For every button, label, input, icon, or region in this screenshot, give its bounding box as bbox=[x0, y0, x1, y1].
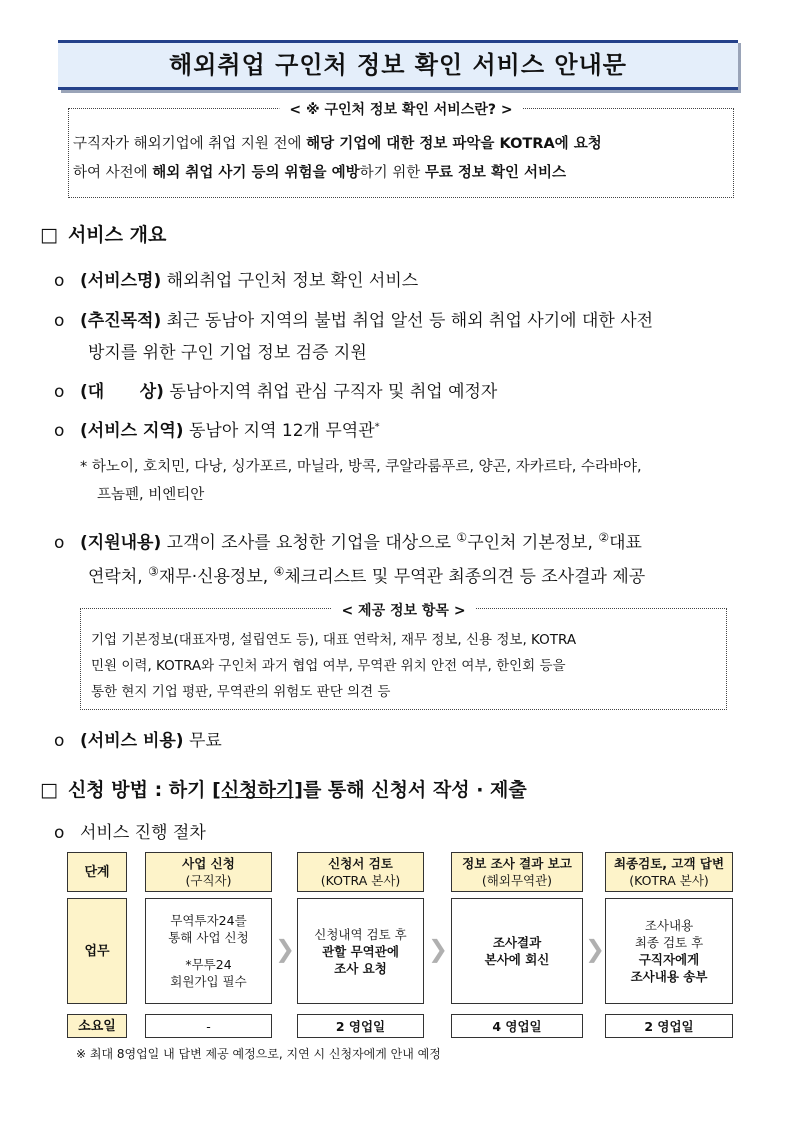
row-label-stage-text: 단계 bbox=[84, 864, 110, 880]
target-value: 동남아지역 취업 관심 구직자 및 취업 예정자 bbox=[169, 382, 498, 402]
region-note-line-1: * 하노이, 호치민, 다낭, 싱가포르, 마닐라, 방콕, 쿠알라룸푸르, 양곤, 자카르타, 수라바야, bbox=[80, 459, 642, 475]
intro-line-2-bold-b: 무료 정보 확인 서비스 bbox=[424, 165, 567, 181]
step-2-header bbox=[297, 852, 424, 892]
step-3-days-text: 4 영업일 bbox=[492, 1018, 542, 1034]
bullet-procedure bbox=[54, 818, 206, 843]
apply-heading-text-b: 를 통해 신청서 작성 · 제출 bbox=[302, 779, 527, 801]
provided-info-line-2: 민원 이력, KOTRA와 구인처 과거 협업 여부, 무역관 위치 안전 여부, 한인회 등을 bbox=[91, 658, 566, 674]
cost-value: 무료 bbox=[188, 731, 222, 751]
row-label-task-text: 업무 bbox=[84, 943, 110, 959]
page-title-banner bbox=[58, 40, 738, 90]
bullet-region bbox=[54, 416, 380, 441]
step-1-task bbox=[145, 898, 272, 1004]
intro-heading: < ※ 구인처 정보 확인 서비스란? > bbox=[279, 99, 522, 119]
apply-heading-text-a: 신청 방법 : 하기 bbox=[67, 779, 213, 801]
bullet-cost bbox=[54, 726, 222, 751]
circle-bullet-icon: o bbox=[54, 731, 65, 751]
step-3-task-bold-1: 조사결과 bbox=[492, 935, 542, 950]
bullet-purpose bbox=[54, 306, 653, 331]
bullet-support-line-2 bbox=[88, 562, 645, 587]
step-1-header bbox=[145, 852, 272, 892]
chevron-right-icon: ❯ bbox=[275, 935, 296, 963]
circled-two: ② bbox=[598, 530, 610, 545]
section-overview-heading bbox=[40, 220, 166, 247]
provided-info-heading: < 제공 정보 항목 > bbox=[331, 600, 475, 620]
provided-info-box bbox=[80, 603, 727, 710]
step-4-task-line-2: 최종 검토 후 bbox=[634, 935, 704, 950]
step-4-task-bold-1: 구직자에게 bbox=[638, 952, 700, 967]
step-3-header bbox=[451, 852, 583, 892]
square-bullet-icon: □ bbox=[40, 224, 58, 246]
purpose-label: (추진목적) bbox=[80, 311, 162, 331]
step-1-days-text: - bbox=[206, 1018, 211, 1034]
bullet-support bbox=[54, 528, 642, 553]
purpose-value-line-1: 최근 동남아 지역의 불법 취업 알선 등 해외 취업 사기에 대한 사전 bbox=[166, 311, 654, 331]
step-2-task-bold-2: 조사 요청 bbox=[334, 960, 387, 976]
step-4-header bbox=[605, 852, 733, 892]
row-label-task bbox=[67, 898, 127, 1004]
support-item-2-end: 연락처, bbox=[88, 567, 149, 587]
step-4-days-text: 2 영업일 bbox=[644, 1018, 694, 1034]
intro-line-2-text-b: 하기 위한 bbox=[359, 165, 425, 181]
circled-four: ④ bbox=[273, 564, 285, 579]
circle-bullet-icon: o bbox=[54, 421, 65, 441]
intro-line-1-text: 구직자가 해외기업에 취업 지원 전에 bbox=[73, 136, 307, 152]
circled-one: ① bbox=[456, 530, 468, 545]
page-title: 해외취업 구인처 정보 확인 서비스 안내문 bbox=[169, 51, 627, 79]
circle-bullet-icon: o bbox=[54, 533, 65, 553]
intro-line-1-bold: 해당 기업에 대한 정보 파악을 KOTRA에 요청 bbox=[306, 136, 602, 152]
row-label-days-text: 소요일 bbox=[78, 1018, 116, 1034]
step-2-task-line-1: 신청내역 검토 후 bbox=[314, 926, 407, 942]
circle-bullet-icon: o bbox=[54, 311, 65, 331]
step-3-title: 정보 조사 결과 보고 bbox=[462, 856, 572, 871]
service-name-value: 해외취업 구인처 정보 확인 서비스 bbox=[166, 271, 419, 291]
chevron-right-icon: ❯ bbox=[585, 935, 606, 963]
region-value: 동남아 지역 12개 무역관 bbox=[188, 421, 375, 441]
section-apply-heading bbox=[40, 775, 527, 802]
cost-label: (서비스 비용) bbox=[80, 731, 184, 751]
step-2-title: 신청서 검토 bbox=[328, 856, 393, 871]
step-4-task-bold-2: 조사내용 송부 bbox=[630, 969, 708, 984]
bullet-target bbox=[54, 377, 497, 402]
circled-three: ③ bbox=[148, 564, 159, 579]
step-1-task-line-5: 회원가입 필수 bbox=[170, 974, 247, 989]
section-overview-title: 서비스 개요 bbox=[67, 224, 167, 246]
intro-box bbox=[68, 102, 734, 198]
step-2-days bbox=[297, 1014, 424, 1038]
service-name-label: (서비스명) bbox=[80, 271, 162, 291]
support-text-a: 고객이 조사를 요청한 기업을 대상으로 bbox=[166, 533, 457, 553]
step-3-sub: (해외무역관) bbox=[481, 873, 553, 888]
step-1-task-line-1: 무역투자24를 bbox=[170, 913, 247, 928]
support-item-4: 체크리스트 및 무역관 최종의견 등 조사결과 제공 bbox=[284, 567, 646, 587]
step-3-task bbox=[451, 898, 583, 1004]
step-4-title: 최종검토, 고객 답변 bbox=[613, 856, 725, 871]
intro-line-2-bold-a: 해외 취업 사기 등의 위험을 예방 bbox=[152, 165, 360, 181]
row-label-days bbox=[67, 1014, 127, 1038]
region-footnote-mark: * bbox=[374, 421, 380, 433]
step-2-task-bold-1: 관할 무역관에 bbox=[322, 943, 399, 959]
step-4-days bbox=[605, 1014, 733, 1038]
circle-bullet-icon: o bbox=[54, 271, 65, 291]
support-item-2-start: 대표 bbox=[609, 533, 642, 553]
step-2-sub: (KOTRA 본사) bbox=[320, 873, 401, 888]
process-footnote: ※ 최대 8영업일 내 답변 제공 예정으로, 지연 시 신청자에게 안내 예정 bbox=[76, 1047, 441, 1061]
step-4-sub: (KOTRA 본사) bbox=[629, 873, 709, 888]
intro-line-2-text-a: 하여 사전에 bbox=[73, 165, 153, 181]
region-label: (서비스 지역) bbox=[80, 421, 184, 441]
purpose-value-line-2: 방지를 위한 구인 기업 정보 검증 지원 bbox=[88, 343, 367, 363]
chevron-right-icon: ❯ bbox=[428, 935, 449, 963]
row-label-stage bbox=[67, 852, 127, 892]
provided-info-line-3: 통한 현지 기업 평판, 무역관의 위험도 판단 의견 등 bbox=[91, 684, 391, 700]
step-1-sub: (구직자) bbox=[185, 873, 232, 888]
step-2-days-text: 2 영업일 bbox=[335, 1018, 386, 1034]
procedure-label: 서비스 진행 절차 bbox=[80, 823, 206, 843]
circle-bullet-icon: o bbox=[54, 823, 65, 843]
bullet-service-name bbox=[54, 266, 418, 291]
step-4-task-line-1: 조사내용 bbox=[644, 918, 694, 933]
circle-bullet-icon: o bbox=[54, 382, 65, 402]
step-2-task bbox=[297, 898, 424, 1004]
step-3-task-bold-2: 본사에 회신 bbox=[484, 952, 550, 967]
support-item-3: 재무·신용정보, bbox=[158, 567, 274, 587]
support-item-1: 구인처 기본정보, bbox=[467, 533, 599, 553]
intro-line-1 bbox=[73, 129, 602, 159]
apply-link[interactable]: [신청하기] bbox=[212, 779, 303, 801]
step-4-task bbox=[605, 898, 733, 1004]
step-1-task-line-4: *무투24 bbox=[185, 957, 232, 972]
target-label: (대 상) bbox=[80, 382, 164, 402]
intro-line-2 bbox=[73, 158, 566, 188]
step-1-days bbox=[145, 1014, 272, 1038]
support-label: (지원내용) bbox=[80, 533, 162, 553]
bullet-purpose-line-2 bbox=[88, 338, 367, 363]
step-1-task-line-2: 통해 사업 신청 bbox=[168, 930, 249, 945]
step-1-title: 사업 신청 bbox=[182, 856, 235, 871]
square-bullet-icon: □ bbox=[40, 779, 58, 801]
region-note-line-2: 프놈펜, 비엔티안 bbox=[97, 487, 205, 503]
step-3-days bbox=[451, 1014, 583, 1038]
provided-info-line-1: 기업 기본정보(대표자명, 설립연도 등), 대표 연락처, 재무 정보, 신용 정보, KOTRA bbox=[91, 632, 577, 648]
